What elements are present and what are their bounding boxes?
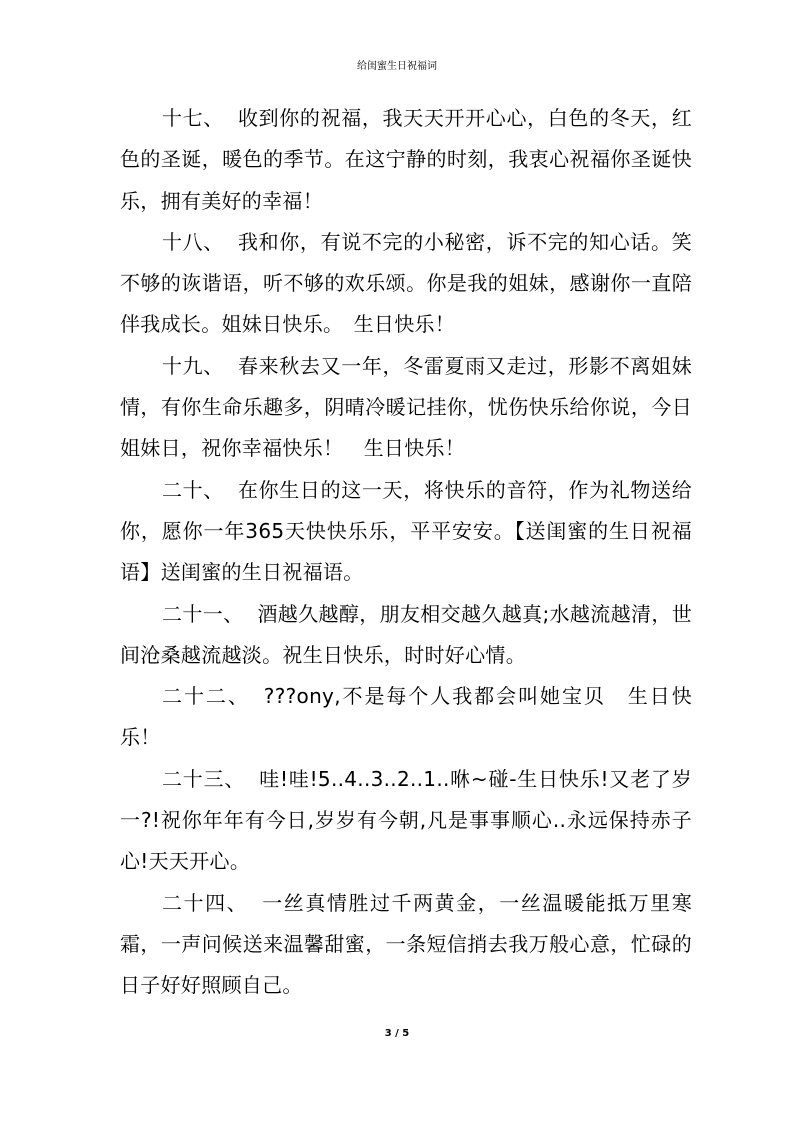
paragraph-text: 哇!哇!5..4..3..2..1..咻~碰-生日快乐!又老了岁一?!祝你年年有今日,岁岁有今朝,凡是事事顺心..永远保持赤子心!天天开心。 bbox=[120, 766, 693, 874]
page-number: 3 / 5 bbox=[384, 1028, 410, 1039]
paragraph-text: ???ony,不是每个人我都会叫她宝贝 生日快乐！ bbox=[120, 684, 692, 750]
paragraph-number: 二十、 bbox=[162, 477, 224, 502]
paragraph-text: 收到你的祝福，我天天开开心心，白色的冬天，红色的圣诞，暖色的季节。在这宁静的时刻，我衷心祝福你圣诞快乐，拥有美好的幸福！ bbox=[120, 106, 692, 213]
paragraph-17 bbox=[120, 98, 692, 222]
paragraph-21 bbox=[120, 594, 692, 677]
paragraph-number: 二十四、 bbox=[162, 890, 249, 915]
paragraph-text: 春来秋去又一年，冬雷夏雨又走过，形影不离姐妹情，有你生命乐趣多，阴晴冷暖记挂你，忧伤快乐给你说，今日姐妹日，祝你幸福快乐！ 生日快乐！ bbox=[120, 353, 692, 461]
page-header: 给闺蜜生日祝福词 bbox=[357, 61, 437, 72]
paragraph-20 bbox=[120, 470, 692, 594]
paragraph-text: 酒越久越醇，朋友相交越久越真;水越流越清，世间沧桑越流越淡。祝生日快乐，时时好心情。 bbox=[120, 601, 692, 667]
paragraph-number: 二十一、 bbox=[162, 601, 244, 626]
paragraph-number: 十九、 bbox=[162, 353, 224, 378]
paragraph-number: 十八、 bbox=[162, 229, 224, 254]
document-body bbox=[120, 98, 692, 1007]
paragraph-22 bbox=[120, 676, 692, 759]
paragraph-19 bbox=[120, 346, 692, 470]
paragraph-text: 我和你，有说不完的小秘密，诉不完的知心话。笑不够的诙谐语，听不够的欢乐颂。你是我的姐妹，感谢你一直陪伴我成长。姐妹日快乐。 生日快乐！ bbox=[120, 229, 692, 337]
paragraph-text: 一丝真情胜过千两黄金，一丝温暖能抵万里寒霜，一声问候送来温馨甜蜜，一条短信捎去我万般心意，忙碌的日子好好照顾自己。 bbox=[120, 890, 693, 998]
paragraph-18 bbox=[120, 222, 692, 346]
paragraph-text: 在你生日的这一天，将快乐的音符，作为礼物送给你，愿你一年365天快快乐乐，平平安安。【送闺蜜的生日祝福语】送闺蜜的生日祝福语。 bbox=[120, 477, 692, 585]
paragraph-23 bbox=[120, 759, 692, 883]
paragraph-number: 二十二、 bbox=[162, 684, 250, 709]
paragraph-number: 十七、 bbox=[162, 106, 224, 130]
paragraph-number: 二十三、 bbox=[162, 766, 246, 791]
paragraph-24 bbox=[120, 883, 692, 1007]
